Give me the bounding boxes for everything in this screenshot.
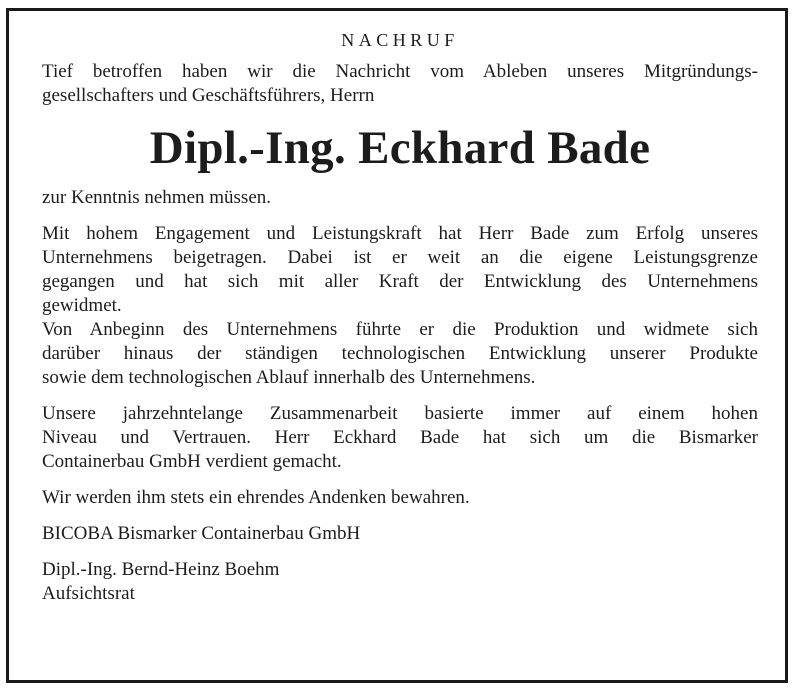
spacer <box>42 210 758 222</box>
after-name-text: zur Kenntnis nehmen müssen. <box>42 187 272 208</box>
intro-line: Tief betroffen haben wir die Nachricht vom Ableben unseres Mitgründungs- <box>42 61 758 82</box>
notice-heading: NACHRUF <box>341 30 459 50</box>
spacer <box>42 546 758 558</box>
spacer <box>42 510 758 522</box>
signatory-name: Dipl.-Ing. Bernd-Heinz Boehm <box>42 559 280 580</box>
company-name: BICOBA Bismarker Containerbau GmbH <box>42 523 361 544</box>
closing-sentence: Wir werden ihm stets ein ehrendes Andenken bewahren. <box>42 487 470 508</box>
paragraph-line: darüber hinaus der ständigen technologischen Entwicklung unserer Produkte <box>42 343 758 364</box>
intro-paragraph <box>42 60 758 108</box>
paragraph-line: gegangen und hat sich mit aller Kraft der Entwicklung des Unternehmens <box>42 271 758 292</box>
paragraph-line: Unsere jahrzehntelange Zusammenarbeit basierte immer auf einem hohen <box>42 403 758 424</box>
paragraph-line: gewidmet. <box>42 295 122 316</box>
paragraph-line: Unternehmens beigetragen. Dabei ist er weit an die eigene Leistungsgrenze <box>42 247 758 268</box>
paragraph-line: Mit hohem Engagement und Leistungskraft hat Herr Bade zum Erfolg unseres <box>42 223 758 244</box>
spacer <box>42 474 758 486</box>
paragraph-line: Containerbau GmbH verdient gemacht. <box>42 451 342 472</box>
spacer <box>42 390 758 402</box>
deceased-name: Dipl.-Ing. Eckhard Bade <box>149 122 651 174</box>
signatory-role: Aufsichtsrat <box>42 583 135 604</box>
paragraph-production <box>42 318 758 390</box>
paragraph-line: Von Anbeginn des Unternehmens führte er die Produktion und widmete sich <box>42 319 758 340</box>
paragraph-line: sowie dem technologischen Ablauf innerhalb des Unternehmens. <box>42 367 536 388</box>
intro-line: gesellschafters und Geschäftsführers, Herrn <box>42 85 375 106</box>
paragraph-cooperation <box>42 402 758 474</box>
paragraph-line: Niveau und Vertrauen. Herr Eckhard Bade hat sich um die Bismarker <box>42 427 758 448</box>
paragraph-engagement <box>42 222 758 318</box>
obituary-notice <box>42 28 758 606</box>
